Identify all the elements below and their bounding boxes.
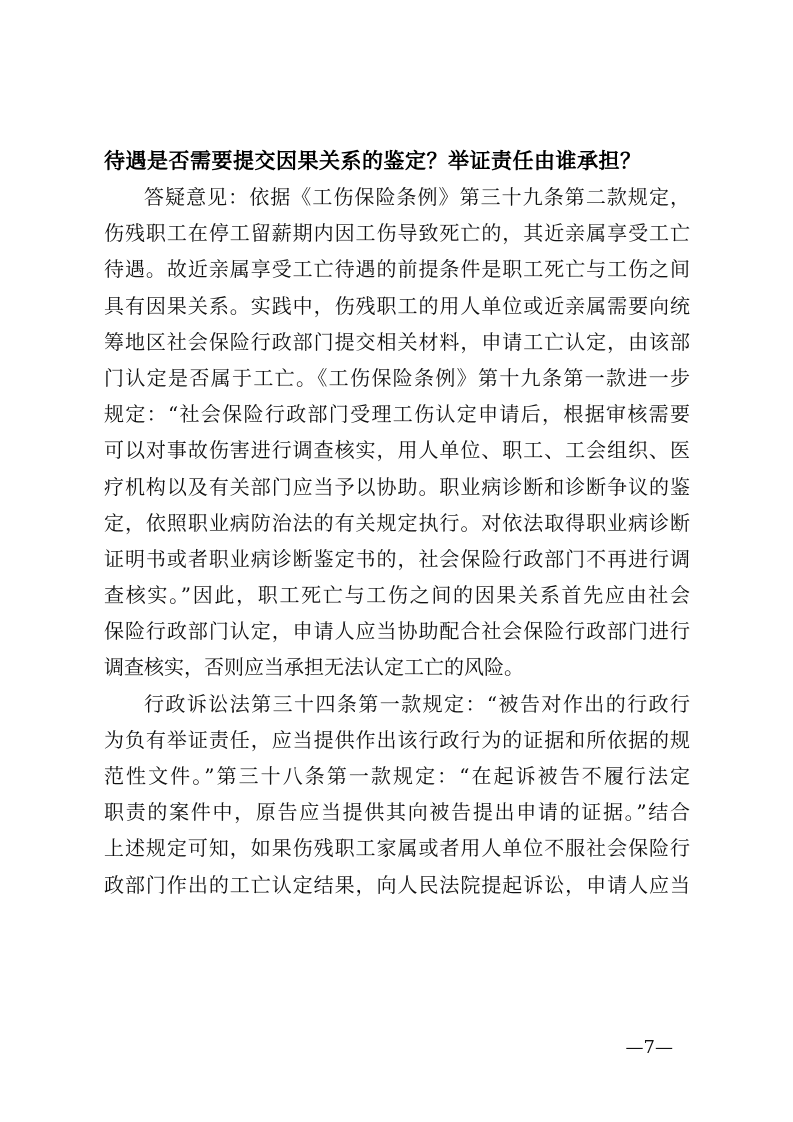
paragraph-line: 调查核实，否则应当承担无法认定工亡的风险。: [104, 655, 524, 680]
section-heading: 待遇是否需要提交因果关系的鉴定？举证责任由谁承担？: [104, 149, 642, 173]
paragraph-line: 上述规定可知，如果伤残职工家属或者用人单位不服社会保险行: [104, 836, 690, 861]
paragraph-line: 为负有举证责任，应当提供作出该行政行为的证据和所依据的规: [104, 727, 690, 752]
paragraph-line: 证明书或者职业病诊断鉴定书的，社会保险行政部门不再进行调: [104, 546, 690, 571]
paragraph-line: 行政诉讼法第三十四条第一款规定：“被告对作出的行政行: [144, 691, 690, 716]
paragraph-line: 具有因果关系。实践中，伤残职工的用人单位或近亲属需要向统: [104, 293, 690, 318]
paragraph-answer: [104, 179, 690, 686]
document-body: [104, 143, 690, 903]
paragraph-line: 伤残职工在停工留薪期内因工伤导致死亡的，其近亲属享受工亡: [104, 221, 690, 246]
page-number: —7—: [625, 1037, 673, 1058]
paragraph-line: 范性文件。”第三十八条第一款规定：“在起诉被告不履行法定: [104, 764, 690, 788]
paragraph-line: 定，依照职业病防治法的有关规定执行。对依法取得职业病诊断: [104, 510, 690, 535]
paragraph-line: 规定：“社会保险行政部门受理工伤认定申请后，根据审核需要: [104, 402, 690, 427]
paragraph-line: 疗机构以及有关部门应当予以协助。职业病诊断和诊断争议的鉴: [104, 474, 690, 499]
paragraph-line: 查核实。”因此，职工死亡与工伤之间的因果关系首先应由社会: [104, 583, 690, 608]
paragraph-line: 保险行政部门认定，申请人应当协助配合社会保险行政部门进行: [104, 619, 690, 644]
paragraph-line: 答疑意见：依据《工伤保险条例》第三十九条第二款规定，: [144, 185, 690, 209]
paragraph-line: 门认定是否属于工亡。《工伤保险条例》第十九条第一款进一步: [104, 365, 690, 390]
paragraph-line: 职责的案件中，原告应当提供其向被告提出申请的证据。”结合: [104, 800, 690, 825]
paragraph-line: 筹地区社会保险行政部门提交相关材料，申请工亡认定，由该部: [104, 329, 690, 354]
paragraph-line: 可以对事故伤害进行调查核实，用人单位、职工、工会组织、医: [104, 438, 690, 463]
paragraph-litigation: [104, 686, 690, 903]
paragraph-line: 待遇。故近亲属享受工亡待遇的前提条件是职工死亡与工伤之间: [104, 257, 690, 282]
paragraph-line: 政部门作出的工亡认定结果，向人民法院提起诉讼，申请人应当: [104, 872, 690, 897]
